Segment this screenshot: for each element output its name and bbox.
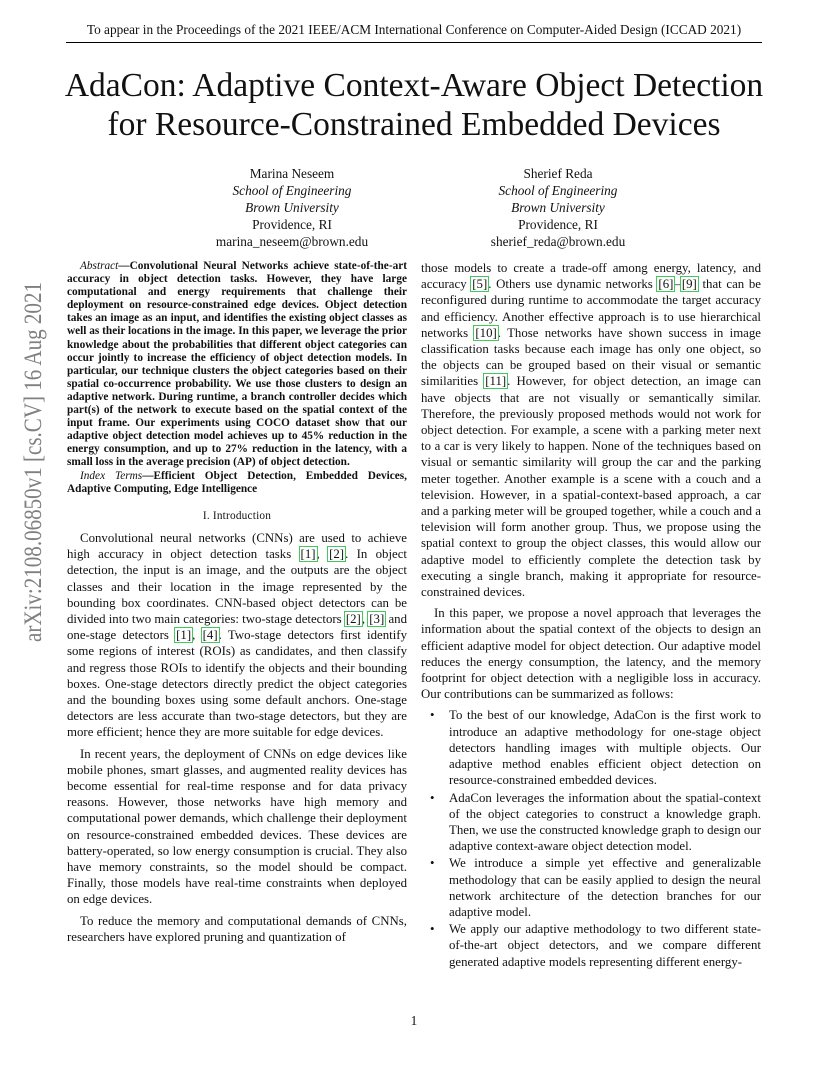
citation-link[interactable]: [2] bbox=[329, 547, 345, 562]
list-item: • AdaCon leverages the information about the spatial-context of the object categories to construct a knowledge graph. Then, we use the constructed knowledge graph to design our adaptive context-aware object detection model. bbox=[449, 790, 761, 855]
index-terms-text: —Efficient Object Detection, Embedded Devices, Adaptive Computing, Edge Intelligence bbox=[67, 469, 407, 495]
list-item: • To the best of our knowledge, AdaCon is the first work to introduce an adaptive methodology for one-stage object detectors handling images with multiple objects. Our adaptive method enables efficient object detection on resource-constrained embedded devices. bbox=[449, 707, 761, 788]
author-block-1 bbox=[162, 165, 422, 250]
paragraph: In this paper, we propose a novel approach that leverages the information about the spatial context of the objects to design an efficient adaptive model for object detection. Our adaptive model reduces the energy consumption, the latency, and the memory footprint for object detection with a negligible loss in accuracy. Our contributions can be summarized as follows: bbox=[421, 606, 761, 702]
paragraph: Convolutional neural networks (CNNs) are used to achieve high accuracy in object detection tasks [1], [2]. In object detection, the input is an image, and the outputs are the object classes and their location in the image represented by the bounding box coordinates. CNN-based object detectors can be divided into two main categories: two-stage detectors [2], [3] and one-stage detectors [1], [4]. Two-stage detectors first identify some regions of interest (ROIs) as candidates, and then classify and regress those ROIs to identify the objects and their bounding boxes. One-stage detectors directly predict the object categories and the bounding boxes using some default anchors. One-stage detectors are less accurate than two-stage detectors, but they are more efficient; hence they are more suitable for edge devices. bbox=[67, 530, 408, 740]
index-terms bbox=[67, 470, 407, 496]
section-heading: I. Introduction bbox=[202, 509, 272, 522]
contributions-list bbox=[421, 707, 761, 969]
left-column bbox=[67, 260, 407, 950]
author-university: Brown University bbox=[245, 200, 339, 215]
page-number: 1 bbox=[410, 1013, 418, 1028]
author-university: Brown University bbox=[511, 200, 605, 215]
paper-title bbox=[40, 66, 788, 144]
citation-link[interactable]: [1] bbox=[176, 628, 192, 643]
title-line-2: for Resource-Constrained Embedded Devices bbox=[107, 106, 721, 143]
author-email[interactable]: sherief_reda@brown.edu bbox=[490, 234, 626, 249]
author-email[interactable]: marina_neseem@brown.edu bbox=[215, 234, 369, 249]
citation-link[interactable]: [3] bbox=[369, 611, 385, 626]
citation-link[interactable]: [6] bbox=[658, 277, 674, 292]
paragraph: To reduce the memory and computational demands of CNNs, researchers have explored pruning and quantization of bbox=[67, 913, 407, 944]
author-location: Providence, RI bbox=[252, 217, 332, 232]
citation-link[interactable]: [9] bbox=[681, 277, 697, 292]
author-school: School of Engineering bbox=[232, 183, 352, 198]
citation-link[interactable]: [4] bbox=[202, 628, 218, 643]
author-location: Providence, RI bbox=[518, 217, 598, 232]
author-school: School of Engineering bbox=[498, 183, 618, 198]
index-terms-label: Index Terms bbox=[80, 469, 143, 482]
abstract-label: Abstract bbox=[80, 260, 119, 272]
title-line-1: AdaCon: Adaptive Context-Aware Object Detection bbox=[64, 67, 764, 104]
right-column bbox=[421, 260, 761, 971]
conference-header: To appear in the Proceedings of the 2021 IEEE/ACM International Conference on Computer-Aided Design (ICCAD 2021) bbox=[66, 22, 762, 43]
citation-link[interactable]: [11] bbox=[485, 374, 507, 389]
abstract-text: —Convolutional Neural Networks achieve state-of-the-art accuracy in object detection tasks. However, they have large computational and energy requirements that challenge their deployment on resource-constrained edge devices. Object detection takes an image as an input, and identifies the existing object classes as well as their locations in the image. In this paper, we leverage the prior knowledge about the probabilities that different object categories can occur jointly to increase the efficiency of object detection models. In particular, our technique clusters the object categories based on their spatial co-occurrence probability. We use those clusters to design an adaptive network. During runtime, a branch controller decides which part(s) of the network to execute based on the spatial context of the input frame. Our experiments using COCO dataset show that our adaptive object detection model achieves up to 45% reduction in the energy consumption, and up to 27% reduction in the latency, with a small loss in the average precision (AP) of object detection. bbox=[67, 260, 407, 469]
author-name: Marina Neseem bbox=[249, 166, 335, 181]
list-item: • We introduce a simple yet effective and generalizable methodology that can be easily applied to design the neural network architecture of the detection branches for our adaptive model. bbox=[449, 855, 761, 920]
author-block-2 bbox=[428, 165, 688, 250]
citation-link[interactable]: [5] bbox=[472, 277, 488, 292]
citation-link[interactable]: [2] bbox=[345, 611, 361, 626]
abstract bbox=[67, 260, 407, 470]
paragraph: In recent years, the deployment of CNNs on edge devices like mobile phones, smart glasses, and augmented reality devices has become essential for real-time response and for data privacy reasons. However, those networks have high memory and computational power demands, which challenge their deployment on resource-constrained embedded devices. These devices are battery-operated, so low energy consumption is crucial. They also have memory constraints, so the model should be compact. Finally, those models have real-time constraints when deployed on edge devices. bbox=[67, 746, 407, 907]
author-name: Sherief Reda bbox=[523, 166, 593, 181]
citation-link[interactable]: [10] bbox=[475, 325, 497, 340]
citation-link[interactable]: [1] bbox=[300, 547, 316, 562]
paragraph: those models to create a trade-off among energy, latency, and accuracy [5]. Others use dynamic networks [6]–[9] that can be reconfigured during runtime to accommodate the target accuracy and efficiency. Another effective approach is to use hierarchical networks [10]. Those networks have shown success in image classification tasks because each image has only one object, so the objects can be grouped based on their visual or semantic similarities [11]. However, for object detection, an image can have objects that are not visually or semantically similar. Therefore, the previously proposed methods would not work for object detection. For example, a scene with a parking meter next to a car is very likely to happen. None of the techniques based on visual or semantic similarity will group the car and the parking meter together. Another example is a scene with a couch and a television. However, in a spatial-context-based approach, a car and a parking meter will be grouped together, while a couch and a television will form another group. Thus, we propose using the spatial context to group the object classes, this would allow our adaptive model to efficiently complete the detection task by executing a single branch, making it appropriate for resource-constrained devices. bbox=[421, 261, 762, 600]
list-item: • We apply our adaptive methodology to two different state-of-the-art object detectors, and we compare different generated adaptive models representing different energy- bbox=[449, 921, 761, 970]
arxiv-identifier: arXiv:2108.06850v1 [cs.CV] 16 Aug 2021 bbox=[18, 282, 47, 642]
arxiv-stamp bbox=[12, 282, 48, 642]
